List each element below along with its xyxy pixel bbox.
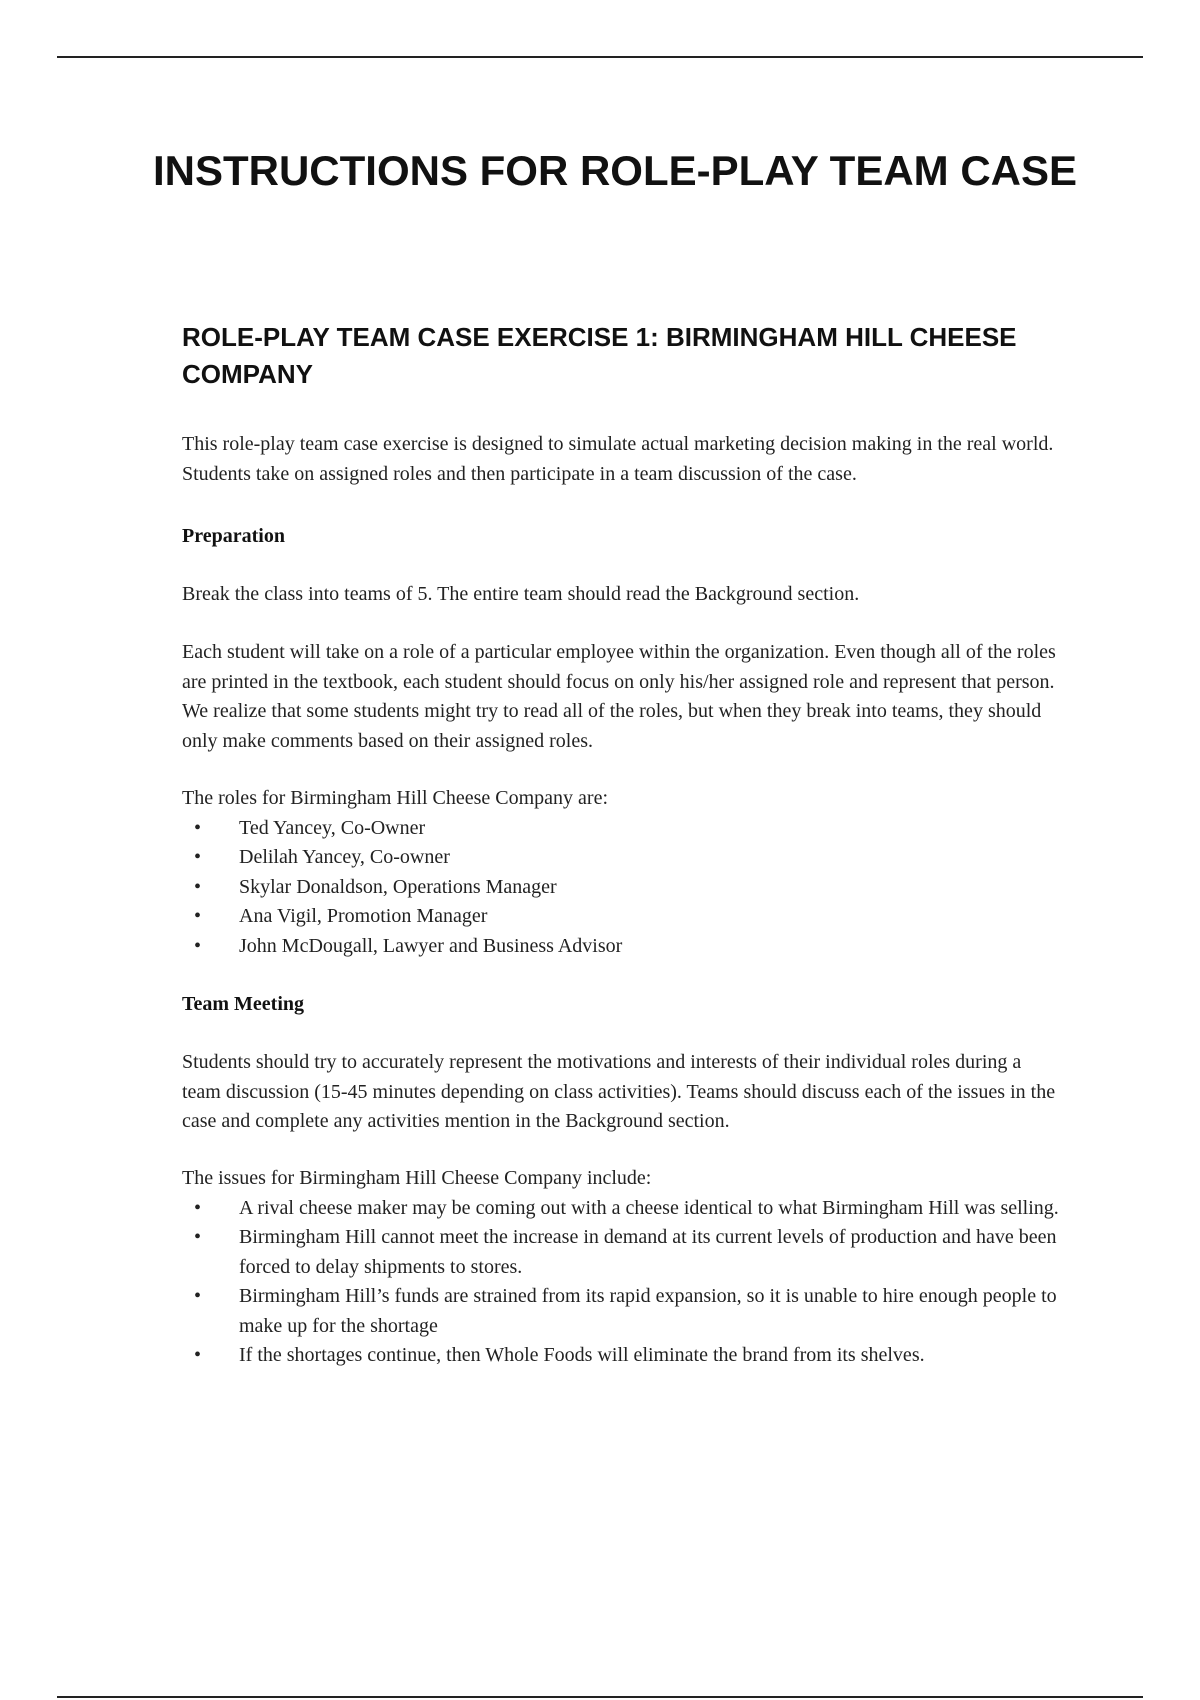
issues-list <box>182 1194 1062 1371</box>
list-item <box>182 1194 1062 1224</box>
page-title: INSTRUCTIONS FOR ROLE-PLAY TEAM CASE <box>152 147 1078 194</box>
bullet-icon: • <box>194 816 202 839</box>
issues-intro: The issues for Birmingham Hill Cheese Company include: <box>182 1167 652 1189</box>
bullet-icon: • <box>194 875 202 898</box>
bullet-icon: • <box>194 1196 202 1219</box>
bullet-icon: • <box>194 1344 202 1366</box>
exercise-title: ROLE-PLAY TEAM CASE EXERCISE 1: BIRMINGHAM HILL CHEESE COMPANY <box>182 322 1017 389</box>
bullet-icon: • <box>194 1285 202 1307</box>
issues-block <box>182 1164 1062 1371</box>
intro-text: This role-play team case exercise is designed to simulate actual marketing decision making in the real world. Students take on assigned roles and then participate in a team discussion of the case. <box>182 433 1054 485</box>
issue-text: A rival cheese maker may be coming out with a cheese identical to what Birmingham Hill was selling. <box>239 1196 1059 1219</box>
team-meeting-heading-block <box>182 990 1062 1020</box>
issue-text: Birmingham Hill’s funds are strained from its rapid expansion, so it is unable to hire enough people to make up for the shortage <box>239 1285 1057 1337</box>
team-meeting-heading: Team Meeting <box>182 993 305 1015</box>
list-item <box>182 814 1062 844</box>
list-item <box>182 843 1062 873</box>
bullet-icon: • <box>194 1226 202 1248</box>
top-rule <box>57 56 1143 58</box>
roles-block <box>182 784 1062 961</box>
list-item <box>182 1282 1062 1341</box>
issue-text: Birmingham Hill cannot meet the increase in demand at its current levels of production and have been forced to delay shipments to stores. <box>239 1226 1057 1278</box>
role-text: Ted Yancey, Co-Owner <box>239 816 426 839</box>
list-item <box>182 1223 1062 1282</box>
bullet-icon: • <box>194 934 202 957</box>
bullet-icon: • <box>194 905 202 927</box>
preparation-para-2: Each student will take on a role of a particular employee within the organization. Even though all of the roles are printed in the textbook, each student should focus on only his/her assigned role and represent that person. We realize that some students might try to read all of the roles, but when they break into teams, they should only make comments based on their assigned roles. <box>182 641 1056 752</box>
intro-paragraph <box>182 430 1062 489</box>
preparation-para-1: Break the class into teams of 5. The entire team should read the Background section. <box>182 583 860 605</box>
list-item <box>182 932 1062 962</box>
role-text: Skylar Donaldson, Operations Manager <box>239 875 557 898</box>
team-meeting-para: Students should try to accurately represent the motivations and interests of their individual roles during a team discussion (15-45 minutes depending on class activities). Teams should discuss each of the issues in the case and complete any activities mention in the Background section. <box>182 1051 1056 1132</box>
issue-text: If the shortages continue, then Whole Foods will eliminate the brand from its shelves. <box>239 1344 925 1366</box>
team-meeting-para-block <box>182 1048 1062 1137</box>
list-item <box>182 1341 1062 1371</box>
roles-list <box>182 814 1062 962</box>
preparation-heading-block <box>182 522 1062 552</box>
preparation-heading: Preparation <box>182 525 285 547</box>
role-text: Delilah Yancey, Co-owner <box>239 846 450 868</box>
list-item <box>182 873 1062 903</box>
preparation-para-2-block <box>182 638 1062 756</box>
bottom-rule <box>57 1696 1143 1698</box>
role-text: Ana Vigil, Promotion Manager <box>239 905 488 927</box>
role-text: John McDougall, Lawyer and Business Advisor <box>239 934 623 957</box>
list-item <box>182 902 1062 932</box>
roles-intro: The roles for Birmingham Hill Cheese Company are: <box>182 787 609 809</box>
bullet-icon: • <box>194 846 202 868</box>
preparation-para-1-block <box>182 580 1062 610</box>
